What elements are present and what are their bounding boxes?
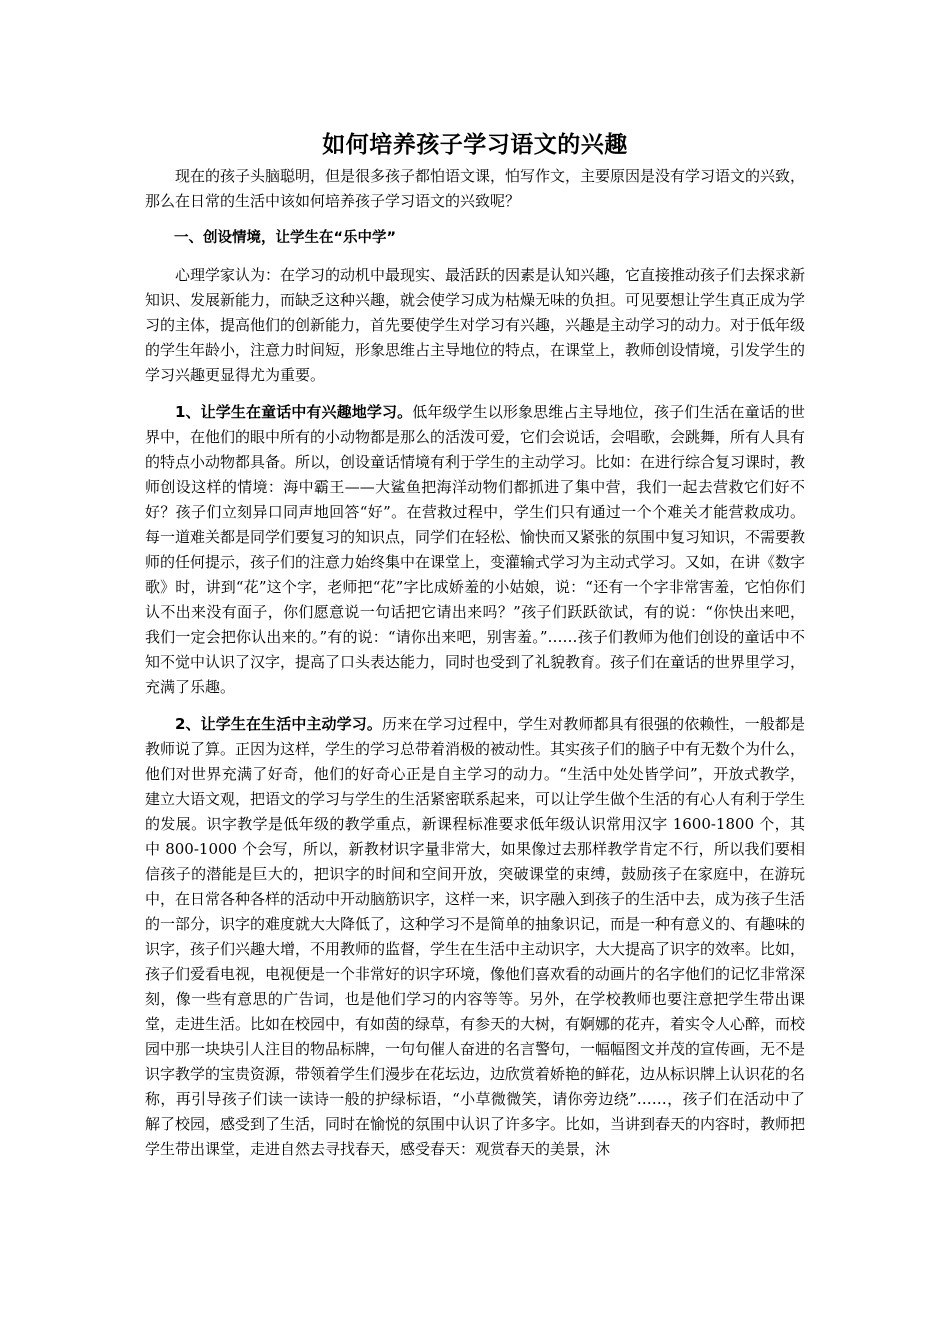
point-one-text: 低年级学生以形象思维占主导地位，孩子们生活在童话的世界中，在他们的眼中所有的小动物都是那么的活泼可爱，它们会说话，会唱歌，会跳舞，所有人具有的特点小动物都具备。所以，创设童话情境有利于学生的主动学习。比如：在进行综合复习课时，教师创设这样的情境：海中霸王——大鲨鱼把海洋动物们都抓进了集中营，我们一起去营救它们好不好？孩子们立刻异口同声地回答“好”。在营救过程中，学生们只有通过一个个难关才能营救成功。每一道难关都是同学们要复习的知识点，同学们在轻松、愉快而又紧张的氛围中复习知识，不需要教师的任何提示，孩子们的注意力始终集中在课堂上，变灌输式学习为主动式学习。又如，在讲《数字歌》时，讲到“花”这个字，老师把“花”字比成娇羞的小姑娘，说：“还有一个字非常害羞，它怕你们认不出来没有面子，你们愿意说一句话把它请出来吗？”孩子们跃跃欲试，有的说：“你快出来吧，我们一定会把你认出来的。”有的说：“请你出来吧，别害羞。”……孩子们教师为他们创设的童话中不知不觉中认识了汉字，提高了口头表达能力，同时也受到了礼貌教育。孩子们在童话的世界里学习，充满了乐趣。: [145, 403, 806, 696]
intro-paragraph: 现在的孩子头脑聪明，但是很多孩子都怕语文课，怕写作文，主要原因是没有学习语文的兴致，那么在日常的生活中该如何培养孩子学习语文的兴致呢？: [145, 167, 806, 210]
spacer: [145, 388, 805, 400]
spacer: [145, 251, 805, 263]
point-one-paragraph: [145, 400, 805, 700]
section-paragraph: 心理学家认为：在学习的动机中最现实、最活跃的因素是认知兴趣，它直接推动孩子们去探求新知识、发展新能力，而缺乏这种兴趣，就会使学习成为枯燥无味的负担。可见要想让学生真正成为学习的主体，提高他们的创新能力，首先要使学生对学习有兴趣，兴趣是主动学习的动力。对于低年级的学生年龄小，注意力时间短，形象思维占主导地位的特点，在课堂上，教师创设情境，引发学生的学习兴趣更显得尤为重要。: [145, 266, 806, 384]
point-two-paragraph: [145, 712, 805, 1162]
point-one-lead: 1、让学生在童话中有兴趣地学习。: [175, 403, 413, 421]
point-two-lead: 2、让学生在生活中主动学习。: [175, 715, 382, 733]
section-heading: 一、创设情境，让学生在“乐中学”: [174, 230, 397, 246]
document-title: 如何培养孩子学习语文的兴趣: [322, 132, 628, 158]
spacer: [145, 700, 805, 712]
spacer: [145, 214, 805, 226]
document-page: [145, 130, 805, 1162]
point-two-text: 历来在学习过程中，学生对教师都具有很强的依赖性，一般都是教师说了算。正因为这样，学生的学习总带着消极的被动性。其实孩子们的脑子中有无数个为什么，他们对世界充满了好奇，他们的好奇心正是自主学习的动力。“生活中处处皆学问”，开放式教学，建立大语文观，把语文的学习与学生的生活紧密联系起来，可以让学生做个生活的有心人有利于学生的发展。识字教学是低年级的教学重点，新课程标准要求低年级认识常用汉字 1600-1800 个，其中 800-1000 个会写，所以，新教材识字量非常大，如果像过去那样教学肯定不行，所以我们要相信孩子的潜能是巨大的，把识字的时间和空间开放，突破课堂的束缚，鼓励孩子在家庭中，在游玩中，在日常各种各样的活动中开动脑筋识字，这样一来，识字融入到孩子的生活中去，成为孩子生活的一部分，识字的难度就大大降低了，这种学习不是简单的抽象识记，而是一种有意义的、有趣味的识字，孩子们兴趣大增，不用教师的监督，学生在生活中主动识字，大大提高了识字的效率。比如，孩子们爱看电视，电视便是一个非常好的识字环境，像他们喜欢看的动画片的名字他们的记忆非常深刻，像一些有意思的广告词，也是他们学习的内容等等。另外，在学校教师也要注意把学生带出课堂，走进生活。比如在校园中，有如茵的绿草，有参天的大树，有婀娜的花卉，着实令人心醉，而校园中那一块块引人注目的物品标牌，一句句催人奋进的名言警句，一幅幅图文并茂的宣传画，无不是识字教学的宝贵资源，带领着学生们漫步在花坛边，边欣赏着娇艳的鲜花，边从标识牌上认识花的名称，再引导孩子们读一读诗一般的护绿标语，“小草微微笑，请你旁边绕”……，孩子们在活动中了解了校园，感受到了生活，同时在愉悦的氛围中认识了许多字。比如，当讲到春天的内容时，教师把学生带出课堂，走进自然去寻找春天，感受春天：观赏春天的美景，沐: [145, 715, 806, 1158]
